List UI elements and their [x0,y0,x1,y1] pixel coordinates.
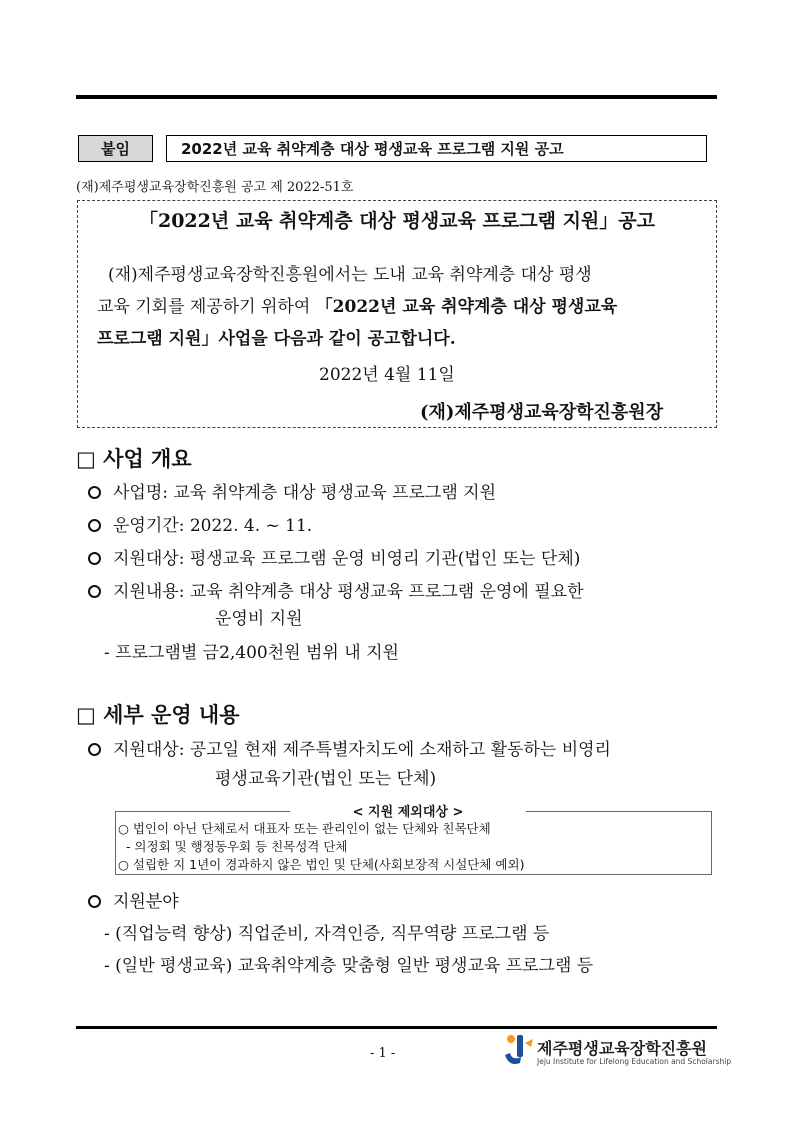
bottom-rule [76,1026,717,1029]
announcement-line3: 프로그램 지원」사업을 다음과 같이 공고합니다. [97,329,456,349]
announcement-date: 2022년 4월 11일 [319,365,455,385]
announcement-line2-plain: 교육 기회를 제공하기 위하여 [97,297,311,317]
list-item: 지원분야 [88,887,179,912]
announcement-signature: (재)제주평생교육장학진흥원장 [420,402,664,423]
announcement-line1: (재)제주평생교육장학진흥원에서는 도내 교육 취약계층 대상 평생 [108,265,592,285]
section1-heading: □ 사업 개요 [76,447,192,471]
circle-bullet-icon [88,486,101,499]
institute-logo-icon [503,1033,535,1073]
circle-bullet-icon [88,552,101,565]
list-item: 운영기간: 2022. 4. ~ 11. [88,511,312,536]
page-number: - 1 - [370,1046,396,1061]
attachment-tag: 붙임 [78,135,153,162]
institute-name: 제주평생교육장학진흥원 [537,1039,708,1058]
circle-bullet-icon [88,743,101,756]
list-item-continuation: 운영비 지원 [215,609,303,629]
section2-heading: □ 세부 운영 내용 [76,703,240,727]
exclusion-line: ○ 설립한 지 1년이 경과하지 않은 법인 및 단체(사회보장적 시설단체 예외) [118,857,525,872]
notice-number: (재)제주평생교육장학진흥원 공고 제 2022-51호 [76,180,354,195]
announcement-title: 「2022년 교육 취약계층 대상 평생교육 프로그램 지원」공고 [138,210,655,232]
top-rule [76,95,717,99]
sub-item: - (직업능력 향상) 직업준비, 자격인증, 직무역량 프로그램 등 [104,924,550,944]
announcement-line2 [97,292,617,317]
list-item: 사업명: 교육 취약계층 대상 평생교육 프로그램 지원 [88,478,496,503]
attachment-title: 2022년 교육 취약계층 대상 평생교육 프로그램 지원 공고 [166,135,707,162]
list-item: 지원대상: 평생교육 프로그램 운영 비영리 기관(법인 또는 단체) [88,544,580,569]
list-item-continuation: 평생교육기관(법인 또는 단체) [215,769,437,789]
exclusion-line: ○ 법인이 아닌 단체로서 대표자 또는 관리인이 없는 단체와 친목단체 [118,821,491,836]
exclusion-title: < 지원 제외대상 > [290,801,526,820]
sub-item: - 프로그램별 금2,400천원 범위 내 지원 [104,643,399,663]
institute-name-english: Jeju Institute for Lifelong Education and Scholarship [537,1057,732,1066]
exclusion-line: - 의정회 및 행정동우회 등 친목성격 단체 [118,839,348,854]
circle-bullet-icon [88,895,101,908]
circle-bullet-icon [88,519,101,532]
announcement-line2-bold: 「2022년 교육 취약계층 대상 평생교육 [315,297,618,317]
sub-item: - (일반 평생교육) 교육취약계층 맞춤형 일반 평생교육 프로그램 등 [104,956,594,976]
list-item: 지원내용: 교육 취약계층 대상 평생교육 프로그램 운영에 필요한 [88,577,584,602]
list-item: 지원대상: 공고일 현재 제주특별자치도에 소재하고 활동하는 비영리 [88,735,611,760]
circle-bullet-icon [88,585,101,598]
